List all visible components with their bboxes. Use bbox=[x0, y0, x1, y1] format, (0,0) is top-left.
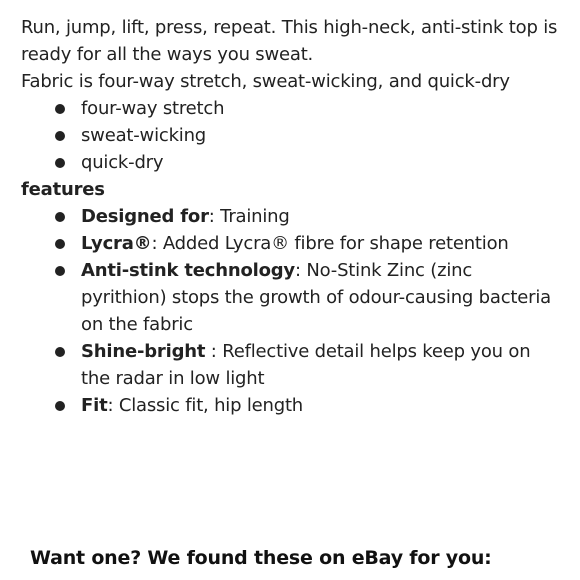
feature-item-anti-stink bbox=[21, 257, 561, 338]
ebay-heading: Want one? We found these on eBay for you: bbox=[30, 547, 492, 569]
feature-text: Training bbox=[220, 206, 290, 227]
features-heading: features bbox=[21, 179, 105, 200]
description-intro: Run, jump, lift, press, repeat. This high-neck, anti-stink top is ready for all the ways you sweat. bbox=[21, 17, 558, 65]
feature-separator: : bbox=[294, 260, 307, 281]
feature-name: Lycra® bbox=[81, 233, 152, 254]
feature-separator: : bbox=[205, 341, 223, 362]
feature-name: Fit bbox=[81, 395, 108, 416]
feature-separator: : bbox=[208, 206, 221, 227]
feature-text: No-Stink Zinc (zinc pyrithion) stops the growth of odour-causing bacteria on the fabric bbox=[81, 260, 551, 335]
feature-separator: : bbox=[151, 233, 163, 254]
fabric-summary: Fabric is four-way stretch, sweat-wicking, and quick-dry bbox=[21, 71, 510, 92]
list-item: sweat-wicking bbox=[21, 122, 561, 149]
feature-name: Designed for bbox=[81, 206, 209, 227]
fabric-list bbox=[21, 95, 561, 176]
product-description bbox=[21, 14, 561, 419]
feature-text: Reflective detail helps keep you on the radar in low light bbox=[81, 341, 531, 389]
feature-text: Added Lycra® fibre for shape retention bbox=[162, 233, 509, 254]
features-list bbox=[21, 203, 561, 419]
feature-text: Classic fit, hip length bbox=[118, 395, 304, 416]
feature-name: Anti-stink technology bbox=[81, 260, 295, 281]
feature-item-lycra bbox=[21, 230, 561, 257]
feature-item-fit bbox=[21, 392, 561, 419]
list-item: quick-dry bbox=[21, 149, 561, 176]
feature-separator: : bbox=[107, 395, 119, 416]
list-item: four-way stretch bbox=[21, 95, 561, 122]
feature-name: Shine-bright bbox=[81, 341, 206, 362]
feature-item-shine-bright bbox=[21, 338, 561, 392]
feature-item-designed-for bbox=[21, 203, 561, 230]
